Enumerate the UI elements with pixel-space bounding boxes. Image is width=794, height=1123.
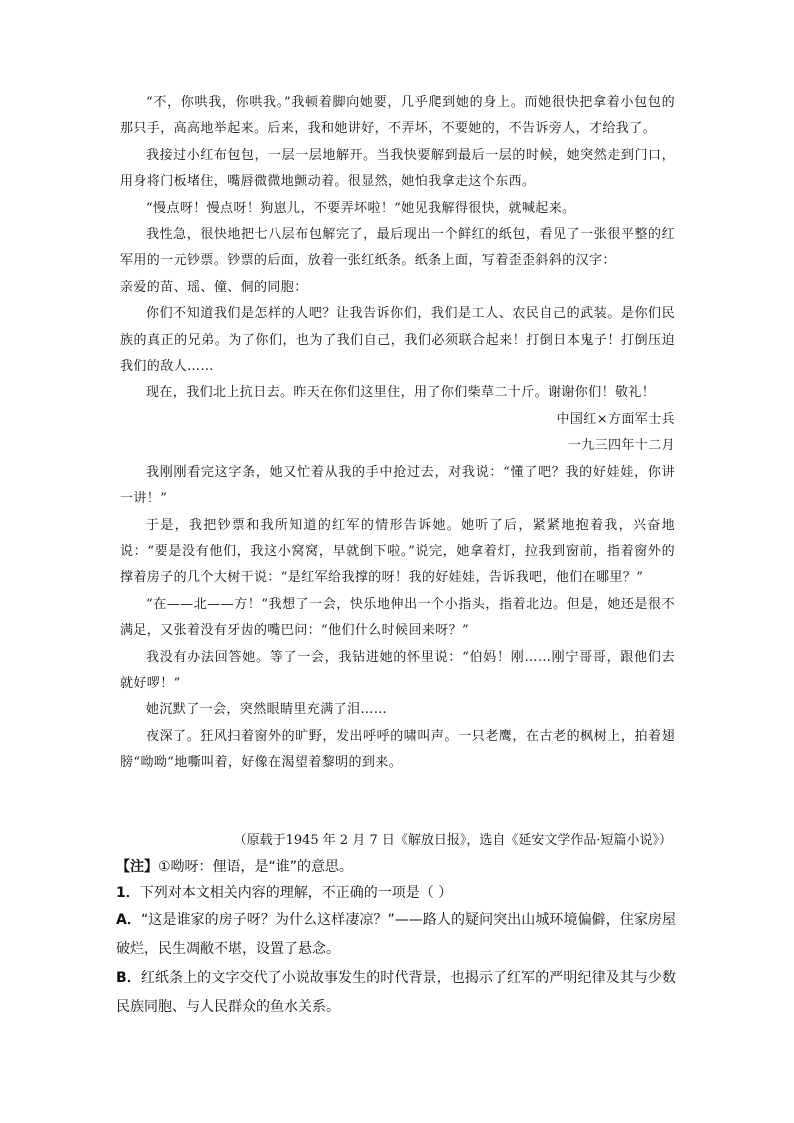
source-citation: （原载于1945 年 2 月 7 日《解放日报》，选自《延安文学作品·短篇小说》） <box>233 833 672 848</box>
story-paragraph: “不，你哄我，你哄我。”我顿着脚向她要，几乎爬到她的身上。而她很快把拿着小包包的那只手，高高地举起来。后来，我和她讲好，不弄坏，不要她的，不告诉旁人，才给我了。 <box>120 95 675 137</box>
option-text: “这是谁家的房子呀？为什么这样凄凉？”——路人的疑问突出山城环境偏僻，住家房屋破烂，民生凋敝不堪，设置了悬念。 <box>116 912 676 957</box>
option-text: 红纸条上的文字交代了小说故事发生的时代背景，也揭示了红军的严明纪律及其与少数民族同胞、与人民群众的鱼水关系。 <box>116 970 676 1015</box>
story-paragraph: 她沉默了一会，突然眼睛里充满了泪…… <box>146 702 388 718</box>
story-paragraph: 我接过小红布包包，一层一层地解开。当我快要解到最后一层的时候，她突然走到门口，用身将门板堵住，嘴唇微微地颤动着。很显然，她怕我拿走这个东西。 <box>120 147 675 190</box>
story-paragraph: 我刚刚看完这字条，她又忙着从我的手中抢过去，对我说：“懂了吧？我的好娃娃，你讲一讲！” <box>120 464 675 507</box>
story-text <box>120 90 675 777</box>
story-paragraph: 于是，我把钞票和我所知道的红军的情形告诉她。她听了后，紧紧地抱着我，兴奋地说：“要是没有他们，我这小窝窝，早就倒下啦。”说完，她拿着灯，拉我到窗前，指着窗外的撑着房子的几个大树干说：“是红军给我撑的呀！我的好娃娃，告诉我吧，他们在哪里？” <box>120 517 675 586</box>
question-stem <box>116 880 676 906</box>
letter-date: 一九三四年十二月 <box>567 438 675 454</box>
option-b <box>116 964 676 1022</box>
note-label: 【注】 <box>116 859 158 875</box>
story-paragraph: “在——北——方！”我想了一会，快乐地伸出一个小指头，指着北边。但是，她还是很不满足，又张着没有牙齿的嘴巴问：“他们什么时候回来呀？” <box>120 596 675 639</box>
letter-paragraph: 现在，我们北上抗日去。昨天在你们这里住，用了你们柴草二十斤。谢谢你们！敬礼！ <box>146 385 656 401</box>
letter-paragraph: 你们不知道我们是怎样的人吧？让我告诉你们，我们是工人、农民自己的武装。是你们民族的真正的兄弟。为了你们，也为了我们自己，我们必须联合起来！打倒日本鬼子！打倒压迫我们的敌人…… <box>120 306 675 375</box>
option-letter: A． <box>116 912 141 928</box>
story-paragraph: 我没有办法回答她。等了一会，我钻进她的怀里说：“伯妈！刚……刚宁哥哥，跟他们去就好啰！” <box>120 649 675 691</box>
question-number: 1． <box>116 885 140 901</box>
option-letter: B． <box>116 970 141 986</box>
story-paragraph: 夜深了。狂风扫着窗外的旷野，发出呼呼的啸叫声。一只老鹰，在古老的枫树上，拍着翅膀“呦呦”地嘶叫着，好像在渴望着黎明的到来。 <box>120 728 675 771</box>
question-section <box>116 854 676 1022</box>
letter-signature: 中国红×方面军士兵 <box>556 411 675 427</box>
question-text: 下列对本文相关内容的理解，不正确的一项是（ ） <box>139 885 453 901</box>
annotation-note <box>116 854 676 880</box>
story-paragraph: “慢点呀！慢点呀！狗崽儿，不要弄坏啦！”她见我解得很快，就喊起来。 <box>146 200 576 216</box>
story-paragraph: 我性急，很快地把七八层布包解完了，最后现出一个鲜红的纸包，看见了一张很平整的红军用的一元钞票。钞票的后面，放着一张红纸条。纸条上面，写着歪歪斜斜的汉字： <box>120 227 675 269</box>
option-a <box>116 906 676 964</box>
letter-salutation: 亲爱的苗、瑶、僮、侗的同胞： <box>120 279 308 295</box>
note-text: ①呦呀：俚语，是“谁”的意思。 <box>158 859 354 875</box>
